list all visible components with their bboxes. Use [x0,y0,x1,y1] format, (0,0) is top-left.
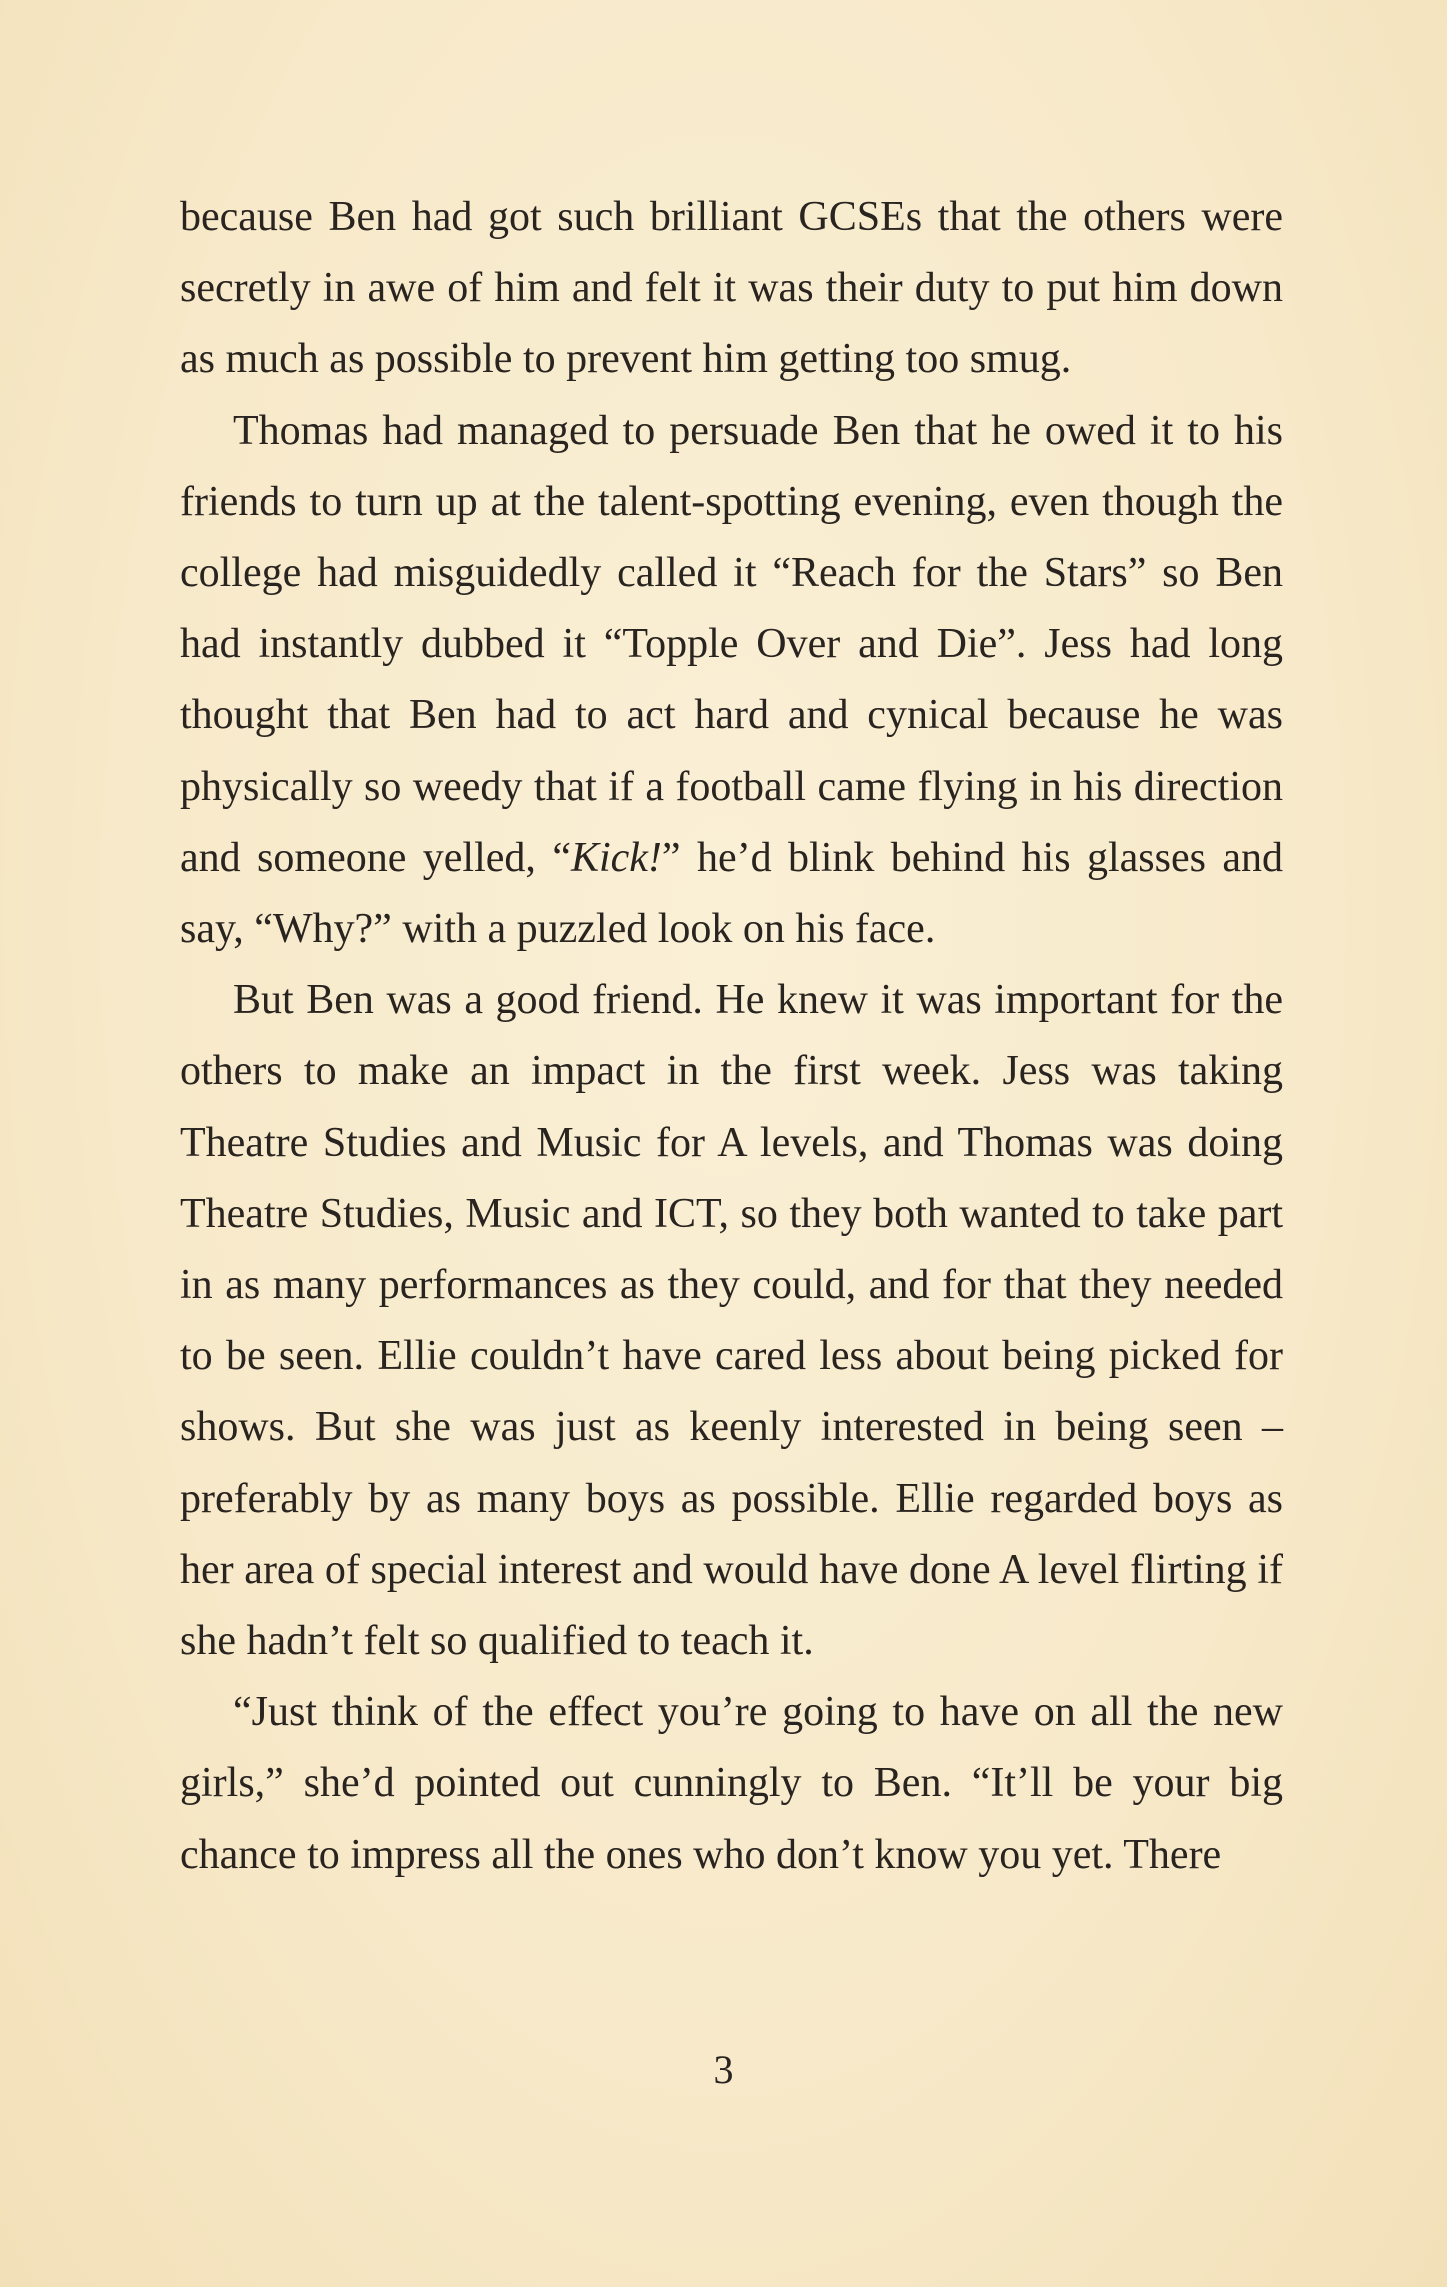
paragraph-3 [180,965,1283,1677]
text-segment: ” he’d blink behind his glasses and say, “Why?” with a puzzled look on his face. [180,834,1284,953]
paragraph-1 [180,182,1283,396]
paragraph-4 [180,1677,1283,1891]
page-number: 3 [713,2047,734,2092]
text-segment: because Ben had got such brilliant GCSEs that the others were secretly in awe of him and felt it was their duty to put him down as much as possible to prevent him getting too smug. [180,194,1283,383]
body-text [180,182,1283,1891]
text-segment: Thomas had managed to persuade Ben that he owed it to his friends to turn up at the talent-spotting evening, even though the college had misguidedly called it “Reach for the Stars” so Ben had instantly dubbed it “Topple Over and Die”. Jess had long thought that Ben had to act hard and cynical because he was physically so weedy that if a football came flying in his direction and someone yelled, “ [180,407,1283,881]
text-segment: “Just think of the effect you’re going to have on all the new girls,” she’d pointed out cunningly to Ben. “It’ll be your big chance to impress all the ones who don’t know you yet. There [180,1689,1283,1878]
paragraph-2 [180,396,1283,966]
italic-text-segment: Kick! [570,834,662,881]
text-segment: But Ben was a good friend. He knew it was important for the others to make an impact in the first week. Jess was taking Theatre Studies and Music for A levels, and Thomas was doing Theatre Studies, Music and ICT, so they both wanted to take part in as many performances as they could, and for that they needed to be seen. Ellie couldn’t have cared less about being picked for shows. But she was just as keenly interested in being seen – preferably by as many boys as possible. Ellie regarded boys as her area of special interest and would have done A level flirting if she hadn’t felt so qualified to teach it. [180,977,1283,1665]
